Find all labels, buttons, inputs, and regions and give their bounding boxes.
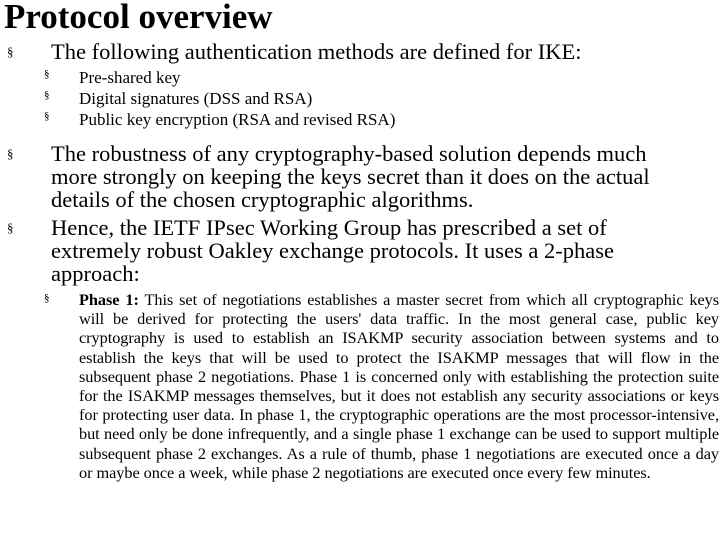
bullet-item-auth-methods bbox=[7, 40, 707, 66]
phase-description: This set of negotiations establishes a master secret from which all cryptographic keys will be derived for protecting the users' data traffic. In the most general case, public key cryptography is used to establish an ISAKMP security association between systems and to establish the keys that will be used to protect the ISAKMP messages that will flow in the subsequent phase 2 negotiations. Phase 1 is concerned only with establishing the protection suite for the ISAKMP messages themselves, but it does not establish any security associations or keys for protecting user data. In phase 1, the cryptographic operations are the most processor-intensive, but need only be done infrequently, and a single phase 1 exchange can be used to support multiple subsequent phase 2 exchanges. As a rule of thumb, phase 1 negotiations are executed once a day or maybe once a week, while phase 2 negotiations are executed once every few minutes. bbox=[79, 290, 720, 482]
bullet-text bbox=[79, 290, 719, 482]
bullet-text: Hence, the IETF IPsec Working Group has prescribed a set of extremely robust Oakley exchange protocols. It uses a 2-phase approach: bbox=[51, 215, 614, 286]
sub-bullet-item-digital-signatures bbox=[44, 88, 644, 109]
bullet-text: Digital signatures (DSS and RSA) bbox=[79, 89, 313, 108]
sub-bullet-item-phase-1 bbox=[44, 290, 720, 540]
slide-title: Protocol overview bbox=[4, 0, 273, 36]
bullet-text: The robustness of any cryptography-based solution depends much more strongly on keeping the keys secret than it does on the actual details of the chosen cryptographic algorithms. bbox=[51, 141, 650, 212]
bullet-icon: § bbox=[44, 68, 50, 80]
bullet-item-ietf bbox=[7, 216, 707, 288]
bullet-text: The following authentication methods are defined for IKE: bbox=[51, 39, 582, 64]
sub-bullet-item-public-key-encryption bbox=[44, 109, 644, 130]
bullet-icon: § bbox=[7, 146, 14, 161]
bullet-item-robustness bbox=[7, 142, 707, 214]
sub-bullet-item-preshared-key bbox=[44, 67, 644, 88]
bullet-icon: § bbox=[44, 110, 50, 122]
bullet-icon: § bbox=[7, 220, 14, 235]
bullet-text: Public key encryption (RSA and revised RSA) bbox=[79, 110, 396, 129]
phase-label: Phase 1: bbox=[79, 290, 139, 309]
bullet-text: Pre-shared key bbox=[79, 68, 181, 87]
bullet-icon: § bbox=[7, 44, 14, 59]
bullet-icon: § bbox=[44, 292, 50, 304]
bullet-icon: § bbox=[44, 89, 50, 101]
